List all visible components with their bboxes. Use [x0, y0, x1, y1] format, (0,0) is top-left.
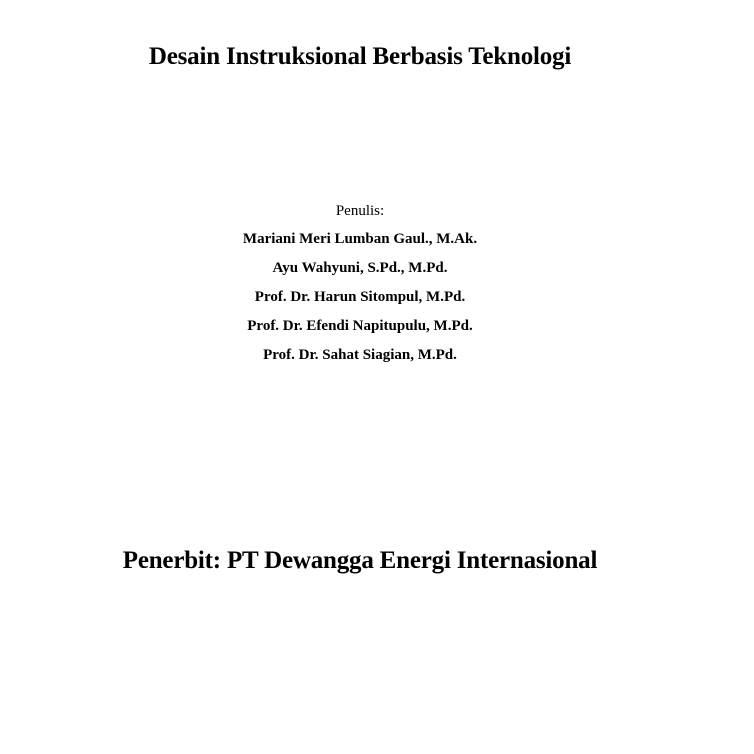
authors-block — [0, 198, 720, 370]
author-name: Mariani Meri Lumban Gaul., M.Ak. — [242, 231, 478, 247]
book-title: Desain Instruksional Berbasis Teknologi — [148, 43, 572, 70]
author-name: Prof. Dr. Harun Sitompul, M.Pd. — [254, 289, 466, 305]
authors-label: Penulis: — [335, 203, 385, 219]
author-name: Prof. Dr. Efendi Napitupulu, M.Pd. — [247, 318, 473, 334]
author-name: Ayu Wahyuni, S.Pd., M.Pd. — [272, 260, 448, 276]
author-name: Prof. Dr. Sahat Siagian, M.Pd. — [263, 347, 457, 363]
publisher: Penerbit: PT Dewangga Energi Internasional — [122, 547, 598, 574]
